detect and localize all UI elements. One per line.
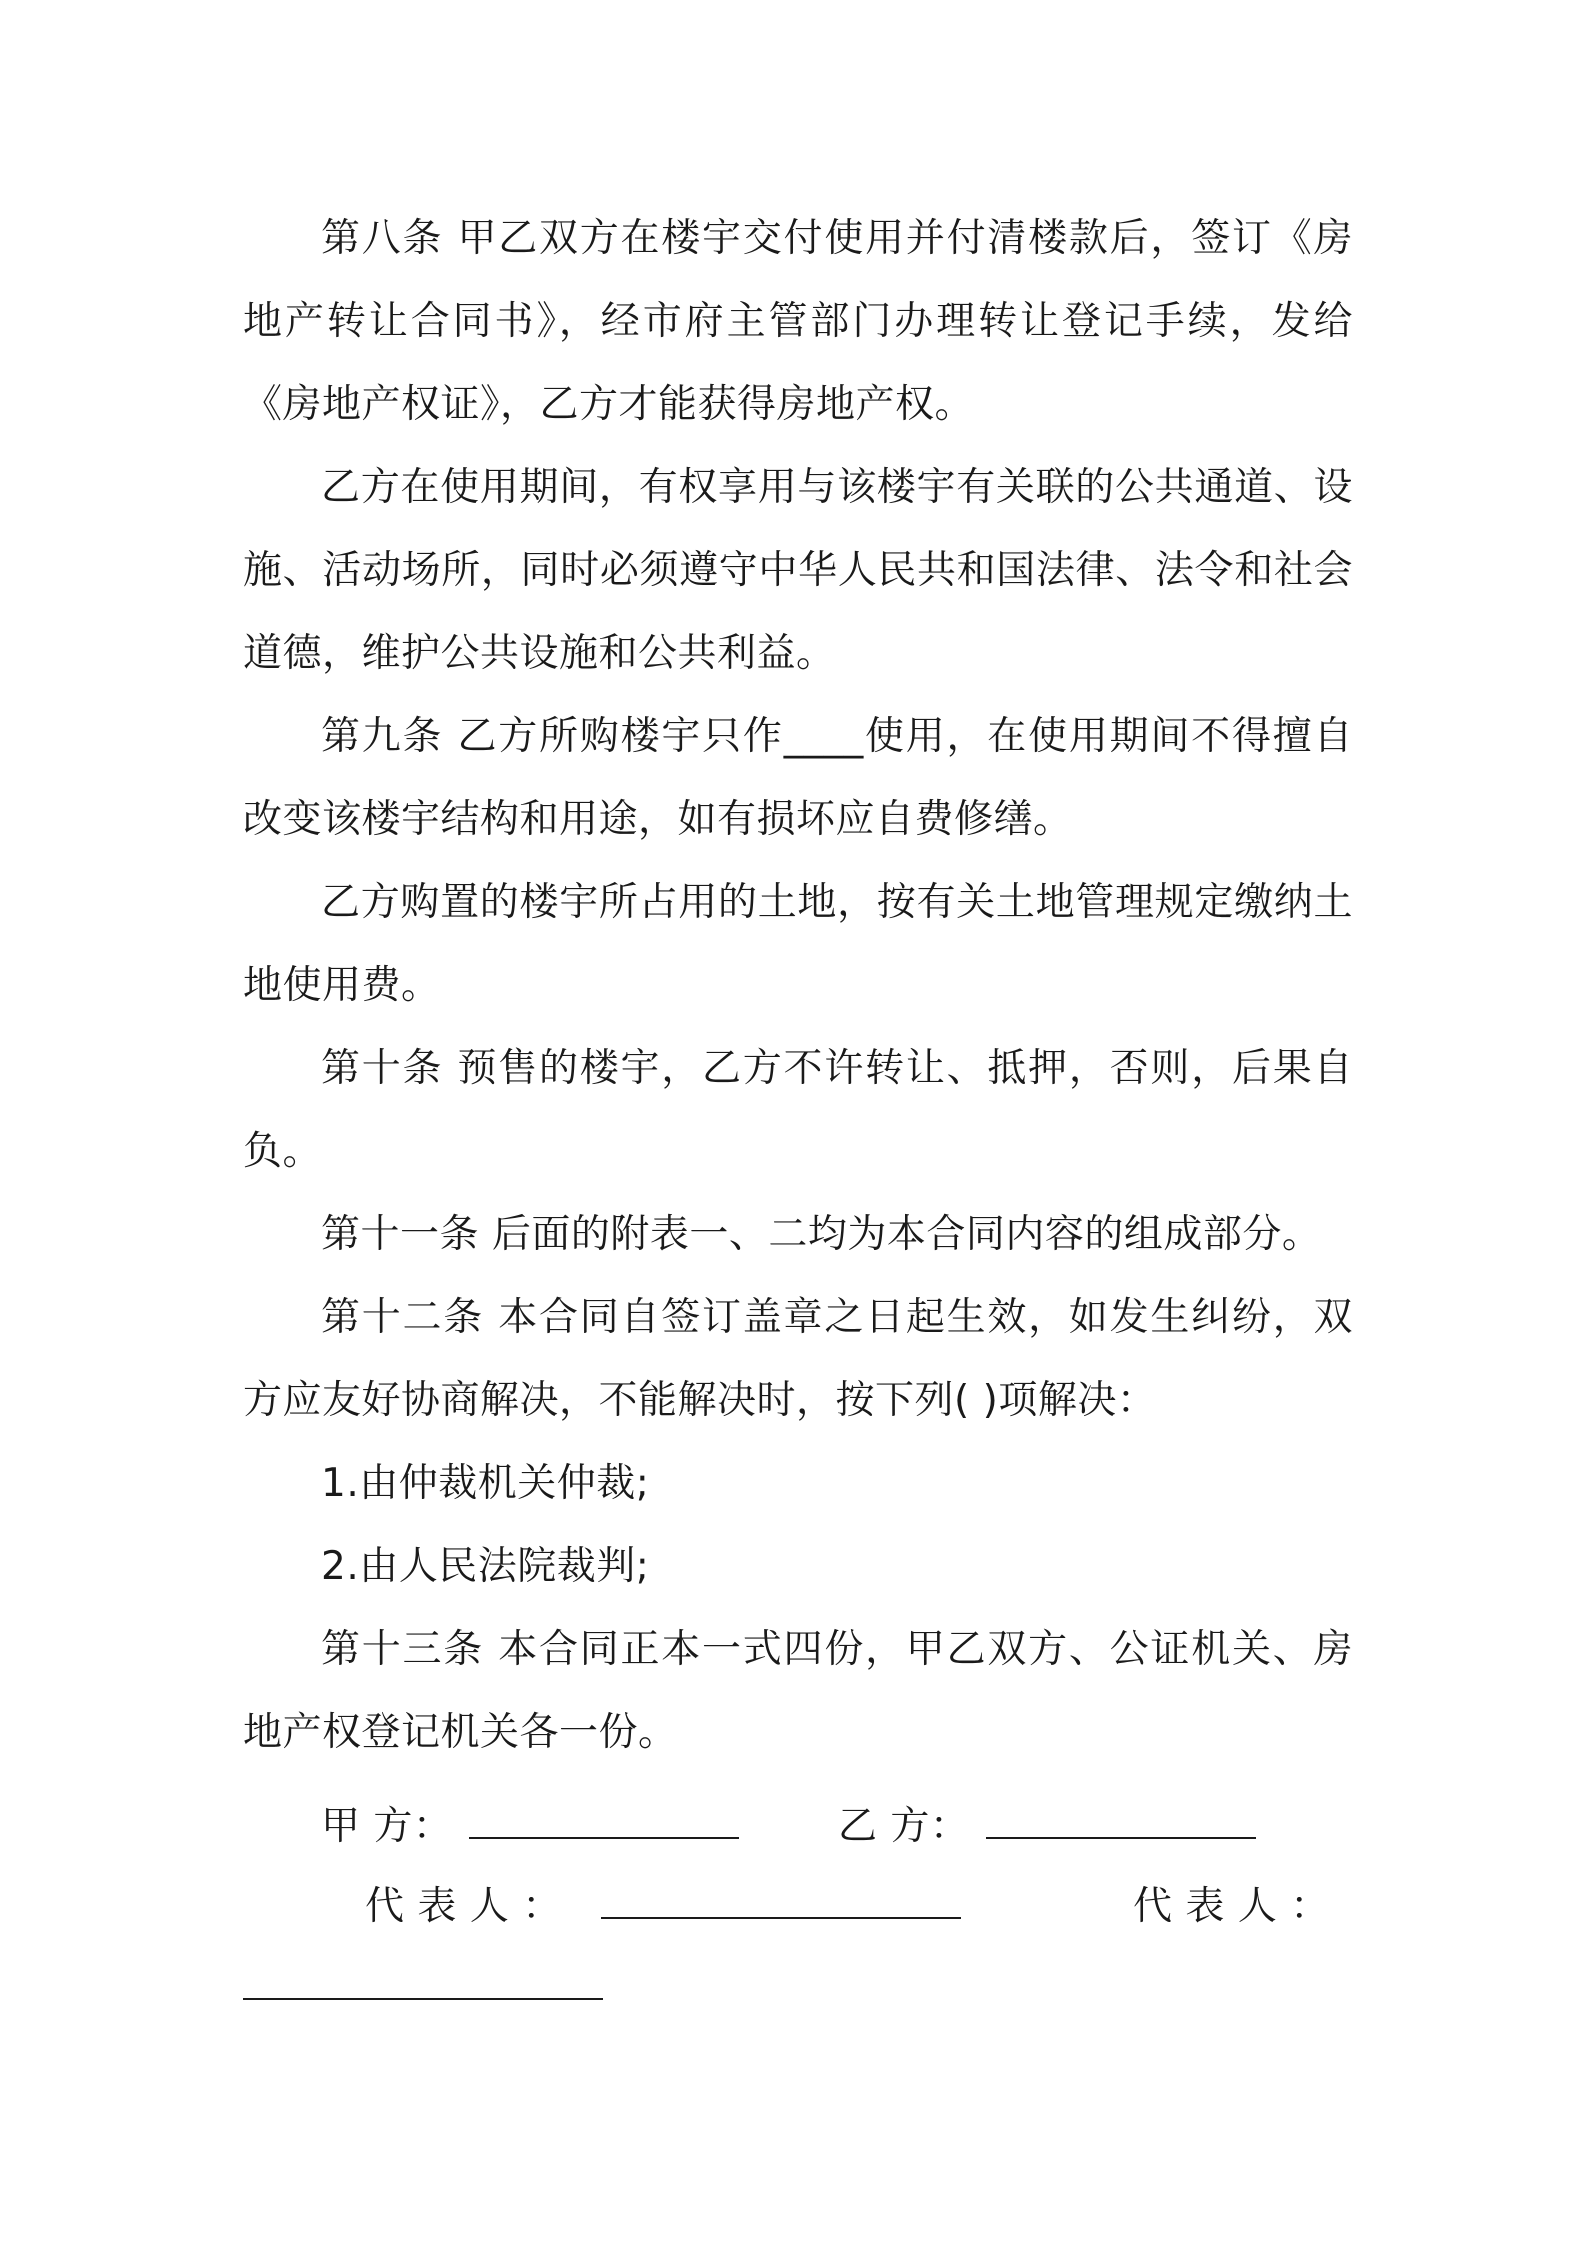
article-10-paragraph: 第十条 预售的楼宇，乙方不许转让、抵押，否则，后果自负。 [243, 1046, 1353, 1174]
land-fee-paragraph: 乙方购置的楼宇所占用的土地，按有关土地管理规定缴纳土地使用费。 [243, 880, 1353, 1008]
rep-b-label: 代 表 人 ： [1133, 1884, 1330, 1929]
rep-b-signature [1133, 1877, 1330, 1937]
dispute-option-2: 2.由人民法院裁判; [321, 1544, 650, 1589]
article-11-paragraph: 第十一条 后面的附表一、二均为本合同内容的组成部分。 [321, 1212, 1322, 1257]
rep-a-label: 代 表 人 ： [365, 1884, 562, 1929]
article-13-paragraph: 第十三条 本合同正本一式四份，甲乙双方、公证机关、房地产权登记机关各一份。 [243, 1627, 1353, 1755]
article-9-paragraph: 第九条 乙方所购楼宇只作____使用，在使用期间不得擅自改变该楼宇结构和用途，如有损坏应自费修缮。 [243, 714, 1353, 842]
party-a-label: 甲 方： [321, 1804, 453, 1849]
rep-a-blank[interactable] [601, 1877, 961, 1919]
rep-a-signature [365, 1877, 961, 1937]
dispute-option-1: 1.由仲裁机关仲裁; [321, 1461, 650, 1506]
party-a-signature [321, 1797, 739, 1857]
party-b-blank[interactable] [986, 1797, 1256, 1839]
rep-b-blank[interactable] [243, 1958, 603, 2000]
contract-body [243, 197, 1353, 1774]
party-a-blank[interactable] [469, 1797, 739, 1839]
party-b-label: 乙 方： [838, 1804, 970, 1849]
party-b-signature [838, 1797, 1256, 1857]
usage-rights-paragraph: 乙方在使用期间，有权享用与该楼宇有关联的公共通道、设施、活动场所，同时必须遵守中华人民共和国法律、法令和社会道德，维护公共设施和公共利益。 [243, 465, 1353, 676]
rep-b-blank-line [243, 1958, 603, 2018]
article-8-paragraph: 第八条 甲乙双方在楼宇交付使用并付清楼款后，签订《房地产转让合同书》，经市府主管部门办理转让登记手续，发给《房地产权证》，乙方才能获得房地产权。 [243, 216, 1353, 427]
article-12-paragraph: 第十二条 本合同自签订盖章之日起生效，如发生纠纷，双方应友好协商解决，不能解决时，按下列( )项解决： [243, 1295, 1353, 1423]
